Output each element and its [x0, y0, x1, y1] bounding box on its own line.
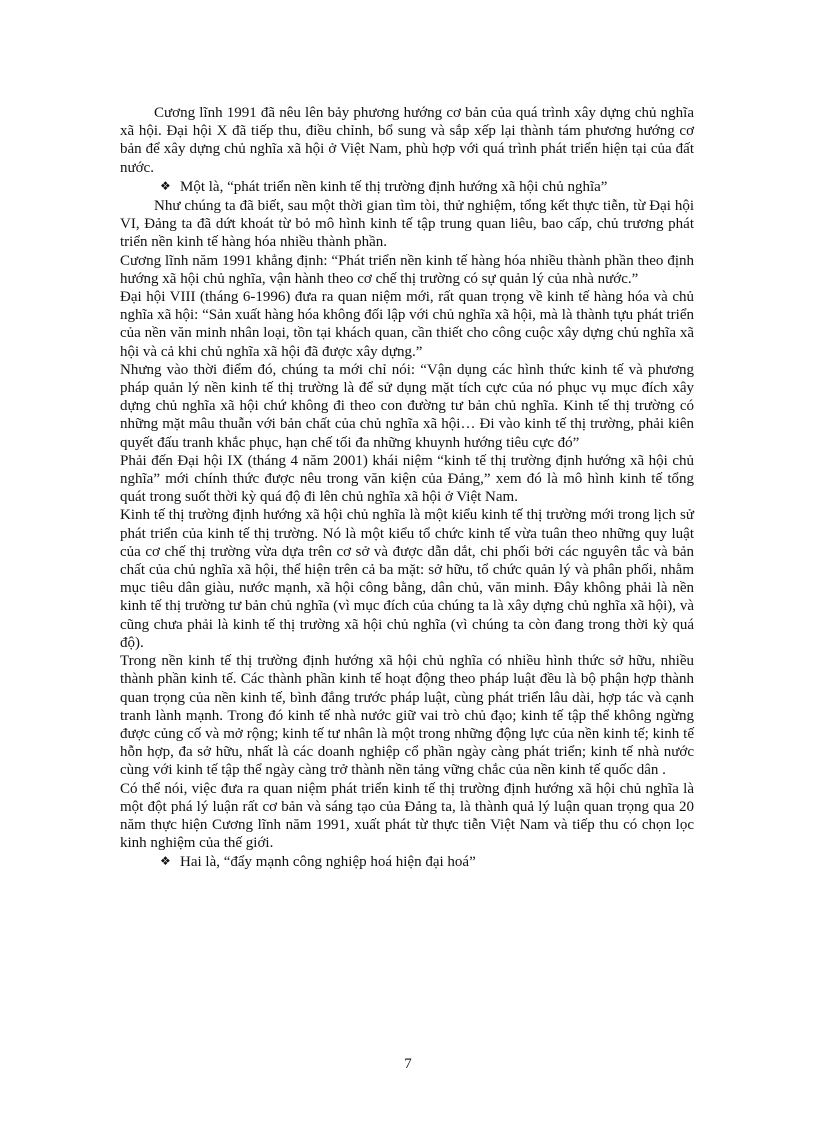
page-number: 7 [404, 1056, 412, 1072]
body-text [120, 104, 694, 873]
paragraph-conclusion: Có thể nói, việc đưa ra quan niệm phát triển kinh tế thị trường định hướng xã hội chủ nghĩa là một đột phá lý luận rất cơ bản và sáng tạo của Đảng ta, là thành quả lý luận quan trọng qua 20 năm thực hiện Cương lĩnh năm 1991, xuất phát từ thực tiễn Việt Nam và tiếp thu có chọn lọc kinh nghiệm của thế giới. [120, 780, 694, 852]
paragraph-platform-1991: Cương lĩnh năm 1991 khẳng định: “Phát triển nền kinh tế hàng hóa nhiều thành phần theo định hướng xã hội chủ nghĩa, vận hành theo cơ chế thị trường có sự quản lý của nhà nước.” [120, 252, 694, 287]
paragraph-market-definition: Kinh tế thị trường định hướng xã hội chủ nghĩa là một kiểu kinh tế thị trường mới trong lịch sử phát triển của kinh tế thị trường. Nó là một kiểu tổ chức kinh tế vừa tuân theo những quy luật của cơ chế thị trường vừa dựa trên cơ sở và được dẫn dắt, chi phối bởi các nguyên tắc và bản chất của chủ nghĩa xã hội, thể hiện trên cả ba mặt: sở hữu, tổ chức quản lý và phân phối, nhằm mục tiêu dân giàu, nước mạnh, xã hội công bằng, dân chủ, văn minh. Đây không phải là nền kinh tế thị trường tư bản chủ nghĩa (vì mục đích của chúng ta là xây dựng chủ nghĩa xã hội), và cũng chưa phải là kinh tế thị trường xã hội chủ nghĩa (vì chúng ta còn đang trong thời kỳ quá độ). [120, 507, 694, 651]
paragraph-congress-ix: Phải đến Đại hội IX (tháng 4 năm 2001) khái niệm “kinh tế thị trường định hướng xã hội chủ nghĩa” mới chính thức được nêu trong văn kiện của Đảng,” xem đó là mô hình kinh tế tổng quát trong suốt thời kỳ quá độ đi lên chủ nghĩa xã hội ở Việt Nam. [120, 452, 694, 506]
paragraph-market-economy-history: Như chúng ta đã biết, sau một thời gian tìm tòi, thử nghiệm, tổng kết thực tiễn, từ Đại hội VI, Đảng ta đã dứt khoát từ bỏ mô hình kinh tế tập trung quan liêu, bao cấp, chủ trương phát triển nền kinh tế hàng hóa nhiều thành phần. [120, 198, 694, 251]
diamond-bullet-icon: ❖ [160, 178, 171, 193]
bullet-heading-one [120, 178, 694, 196]
bullet-heading-one-text: Một là, “phát triển nền kinh tế thị trường định hướng xã hội chủ nghĩa” [180, 178, 608, 195]
paragraph-intro: Cương lĩnh 1991 đã nêu lên bảy phương hướng cơ bản của quá trình xây dựng chủ nghĩa xã hội. Đại hội X đã tiếp thu, điều chỉnh, bổ sung và sắp xếp lại thành tám phương hướng cơ bản để xây dựng chủ nghĩa xã hội ở Việt Nam, phù hợp với quá trình phát triển hiện tại của đất nước. [120, 105, 694, 176]
bullet-heading-two [120, 853, 694, 871]
bullet-heading-two-text: Hai là, “đẩy mạnh công nghiệp hoá hiện đại hoá” [180, 854, 476, 871]
paragraph-at-that-time: Nhưng vào thời điểm đó, chúng ta mới chỉ nói: “Vận dụng các hình thức kinh tế và phương pháp quản lý nền kinh tế thị trường là để sử dụng mặt tích cực của nó phục vụ mục đích xây dựng chủ nghĩa xã hội chứ không đi theo con đường tư bản chủ nghĩa. Kinh tế thị trường có những mặt mâu thuẫn với bản chất của chủ nghĩa xã hội… Đi vào kinh tế thị trường, phải kiên quyết đấu tranh khắc phục, hạn chế tối đa những khuynh hướng tiêu cực đó” [120, 361, 694, 451]
paragraph-congress-viii: Đại hội VIII (tháng 6-1996) đưa ra quan niệm mới, rất quan trọng về kinh tế hàng hóa và chủ nghĩa xã hội: “Sản xuất hàng hóa không đối lập với chủ nghĩa xã hội, mà là thành tựu phát triển của nền văn minh nhân loại, tồn tại khách quan, cần thiết cho công cuộc xây dựng chủ nghĩa xã hội và cả khi chủ nghĩa xã hội đã được xây dựng.” [120, 289, 694, 360]
diamond-bullet-icon: ❖ [160, 854, 171, 869]
paragraph-ownership-forms: Trong nền kinh tế thị trường định hướng xã hội chủ nghĩa có nhiều hình thức sở hữu, nhiều thành phần kinh tế. Các thành phần kinh tế hoạt động theo pháp luật đều là bộ phận hợp thành quan trọng của nền kinh tế, bình đẳng trước pháp luật, cùng phát triển lâu dài, hợp tác và cạnh tranh lành mạnh. Trong đó kinh tế nhà nước giữ vai trò chủ đạo; kinh tế tập thể không ngừng được củng cố và mở rộng; kinh tế tư nhân là một trong những động lực của nền kinh tế; kinh tế hỗn hợp, đa sở hữu, nhất là các doanh nghiệp cổ phần ngày càng phát triển; kinh tế nhà nước cùng với kinh tế tập thể ngày càng trở thành nền tảng vững chắc của nền kinh tế quốc dân . [120, 653, 694, 779]
